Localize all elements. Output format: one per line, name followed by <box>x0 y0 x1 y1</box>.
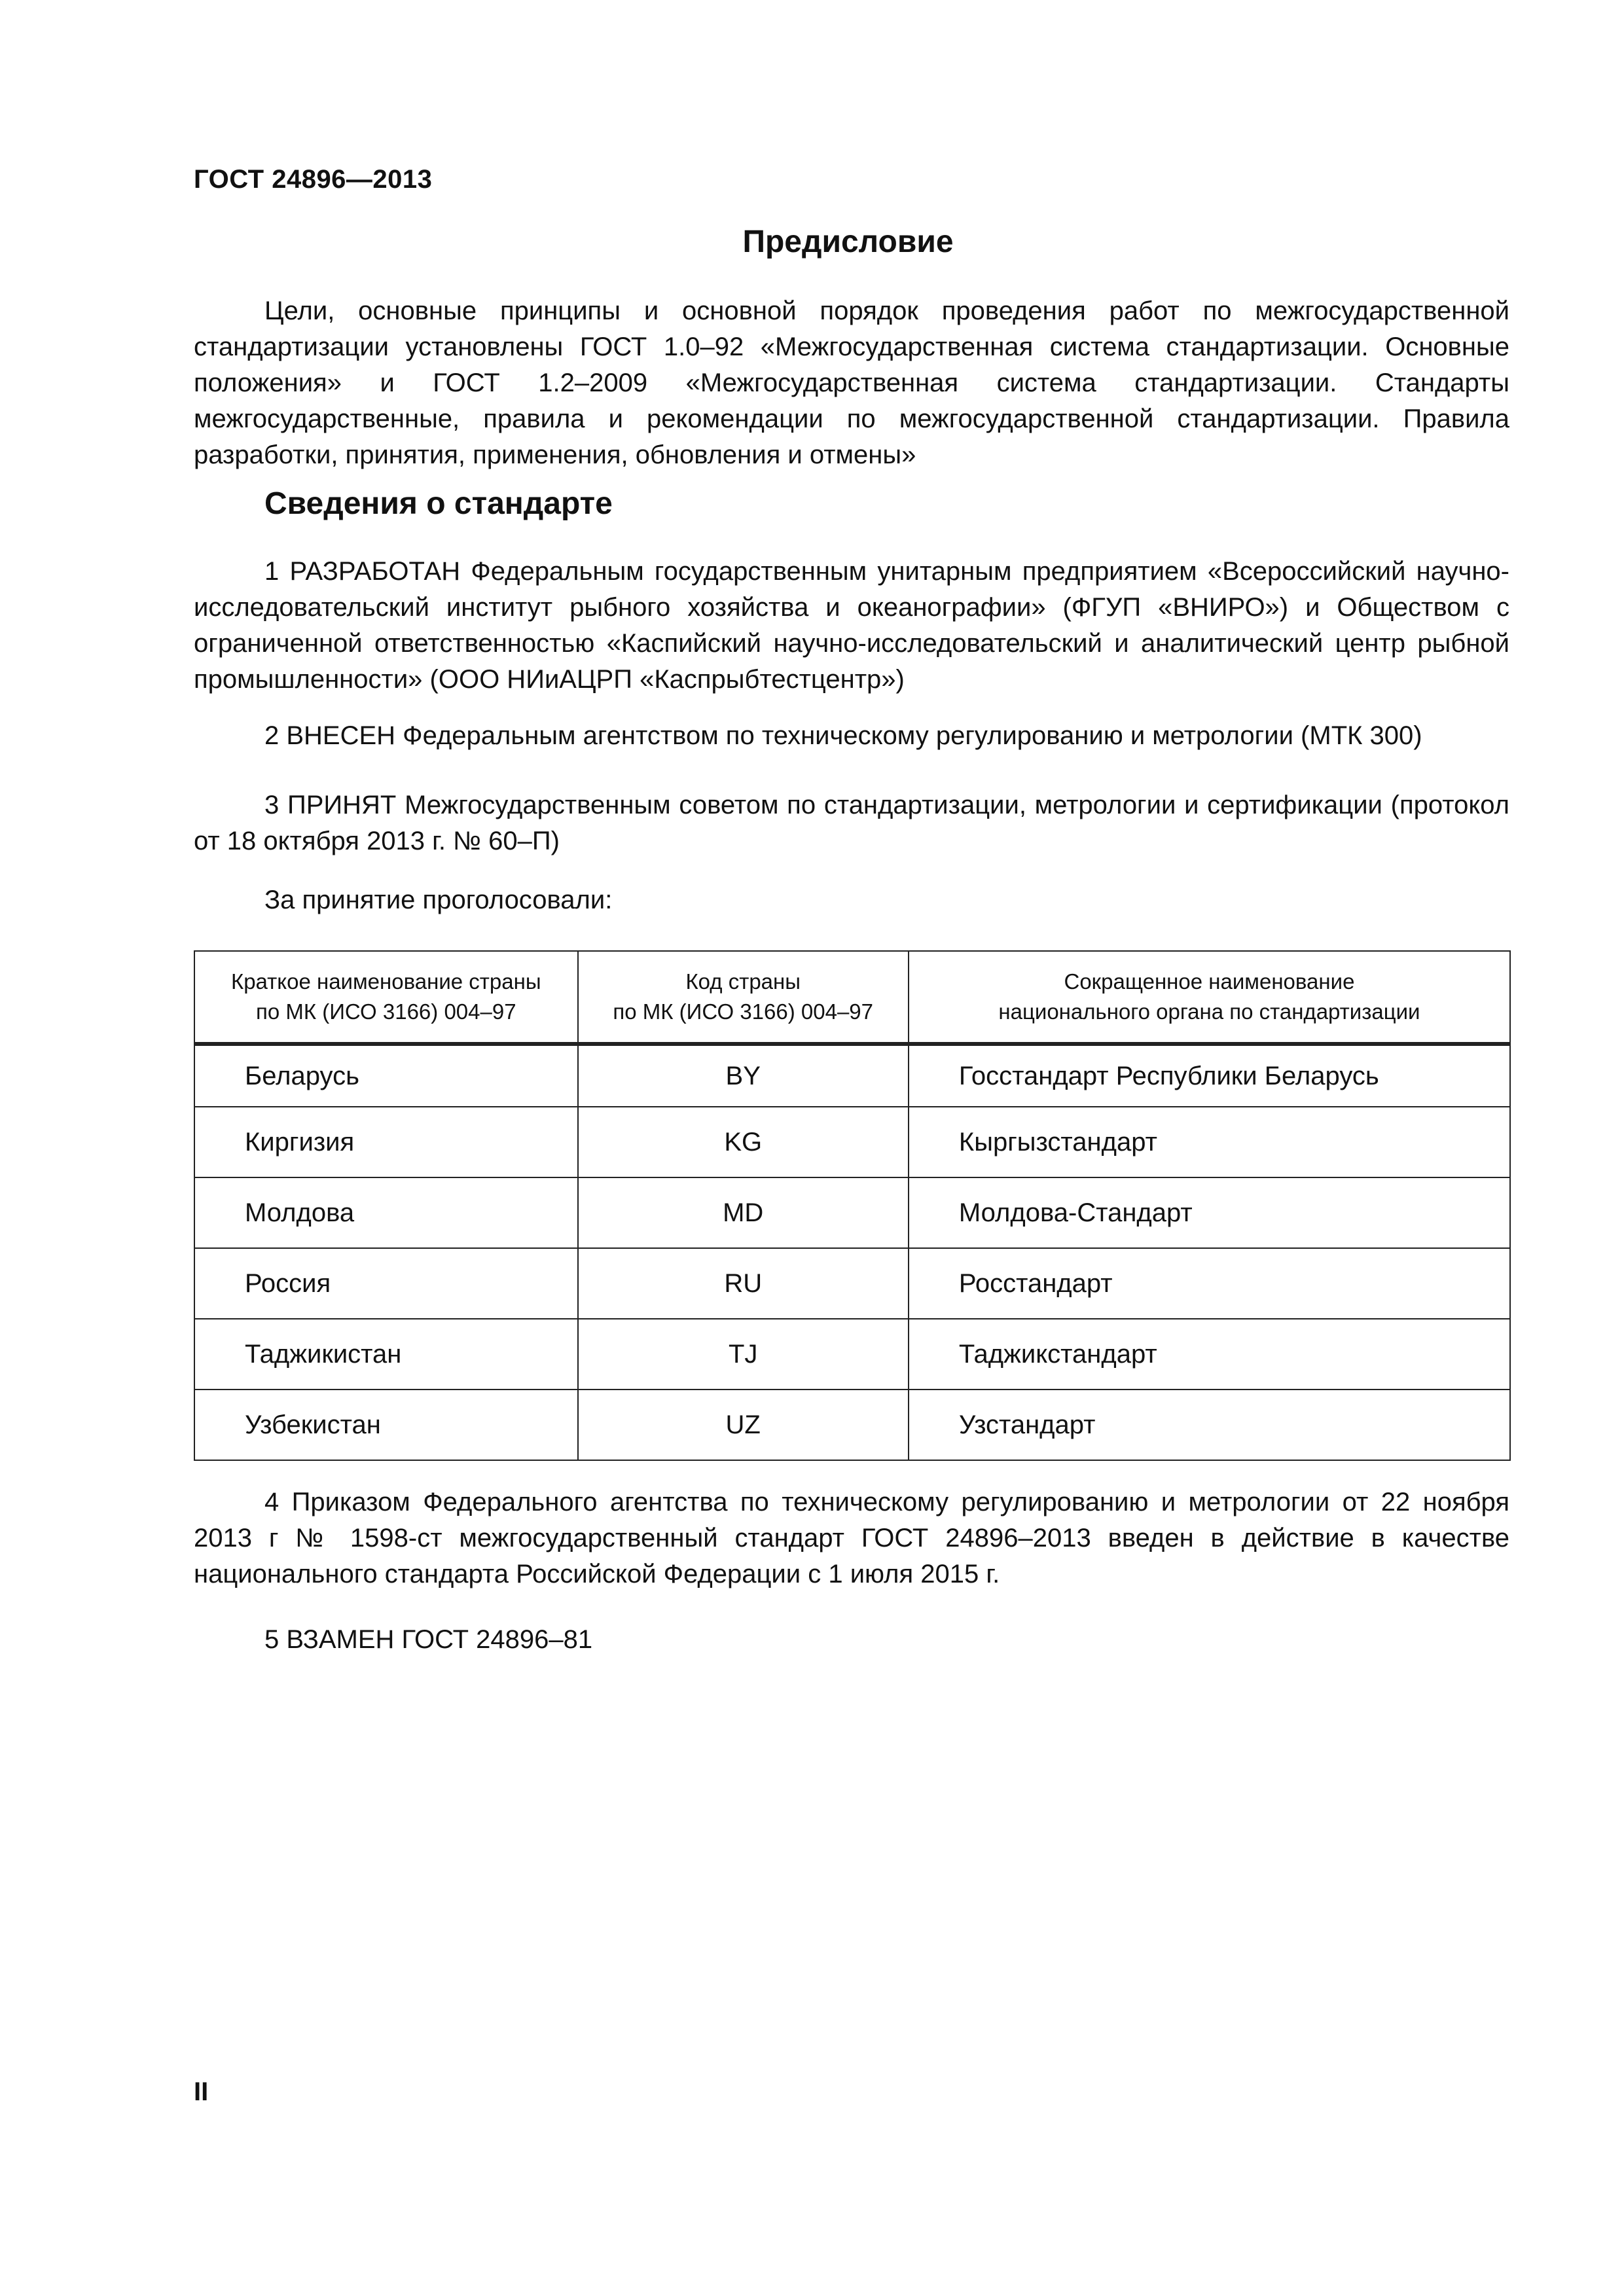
voted-label: За принятие проголосовали: <box>264 886 613 914</box>
cell-org: Узстандарт <box>909 1390 1510 1460</box>
cell-country: Киргизия <box>194 1107 578 1177</box>
preface-paragraph: Цели, основные принципы и основной порядок проведения работ по межгосударственной стандартизации установлены ГОСТ 1.0–92 «Межгосударственная система стандартизации. Основные положения» и ГОСТ 1.2–2009 «Межгосударственная система стандартизации. Стандарты межгосударственные, правила и рекомендации по межгосударственной стандартизации. Правила разработки, принятия, применения, обновления и отмены» <box>194 296 1509 469</box>
item-1-developed-by: 1 РАЗРАБОТАН Федеральным государственным унитарным предприятием «Всероссийский научно-исследовательский институт рыбного хозяйства и океанографии» (ФГУП «ВНИРО») и Обществом с ограниченной ответственностью «Каспийский научно-исследовательский и аналитический центр рыбной промышленности» (ООО НИиАЦРП «Каспрыбтестцентр») <box>194 557 1509 694</box>
item-2-introduced-by: 2 ВНЕСЕН Федеральным агентством по техническому регулированию и метрологии (МТК 300) <box>264 721 1422 750</box>
preface-title: Предисловие <box>742 224 954 259</box>
table-row <box>194 1177 1510 1248</box>
table-row <box>194 1248 1510 1319</box>
cell-code: BY <box>578 1044 909 1107</box>
item-5-replaces: 5 ВЗАМЕН ГОСТ 24896–81 <box>264 1625 593 1654</box>
header-code: Код страны по МК (ИСО 3166) 004–97 <box>578 951 909 1044</box>
cell-org: Таджикстандарт <box>909 1319 1510 1390</box>
table-row <box>194 1319 1510 1390</box>
header-org: Сокращенное наименование национального органа по стандартизации <box>909 951 1510 1044</box>
voting-countries-table <box>194 950 1511 1461</box>
cell-code: TJ <box>578 1319 909 1390</box>
header-country: Краткое наименование страны по МК (ИСО 3166) 004–97 <box>194 951 578 1044</box>
cell-code: UZ <box>578 1390 909 1460</box>
cell-country: Молдова <box>194 1177 578 1248</box>
item-3-adopted-by: 3 ПРИНЯТ Межгосударственным советом по стандартизации, метрологии и сертификации (протокол от 18 октября 2013 г. № 60–П) <box>194 791 1509 855</box>
table-header-row <box>194 951 1510 1044</box>
standard-info-title: Сведения о стандарте <box>264 486 613 521</box>
cell-org: Кыргызстандарт <box>909 1107 1510 1177</box>
document-code: ГОСТ 24896—2013 <box>194 165 433 194</box>
cell-country: Таджикистан <box>194 1319 578 1390</box>
item-4-enacted-by-order: 4 Приказом Федерального агентства по техническому регулированию и метрологии от 22 ноября 2013 г № 1598-ст межгосударственный стандарт ГОСТ 24896–2013 введен в действие в качестве национального стандарта Российской Федерации с 1 июля 2015 г. <box>194 1488 1509 1588</box>
table-row <box>194 1107 1510 1177</box>
cell-code: KG <box>578 1107 909 1177</box>
table-row <box>194 1390 1510 1460</box>
cell-country: Беларусь <box>194 1044 578 1107</box>
cell-country: Узбекистан <box>194 1390 578 1460</box>
cell-code: RU <box>578 1248 909 1319</box>
table-row <box>194 1044 1510 1107</box>
cell-code: MD <box>578 1177 909 1248</box>
cell-country: Россия <box>194 1248 578 1319</box>
cell-org: Молдова-Стандарт <box>909 1177 1510 1248</box>
cell-org: Росстандарт <box>909 1248 1510 1319</box>
page-number: II <box>194 2077 209 2106</box>
cell-org: Госстандарт Республики Беларусь <box>909 1044 1510 1107</box>
